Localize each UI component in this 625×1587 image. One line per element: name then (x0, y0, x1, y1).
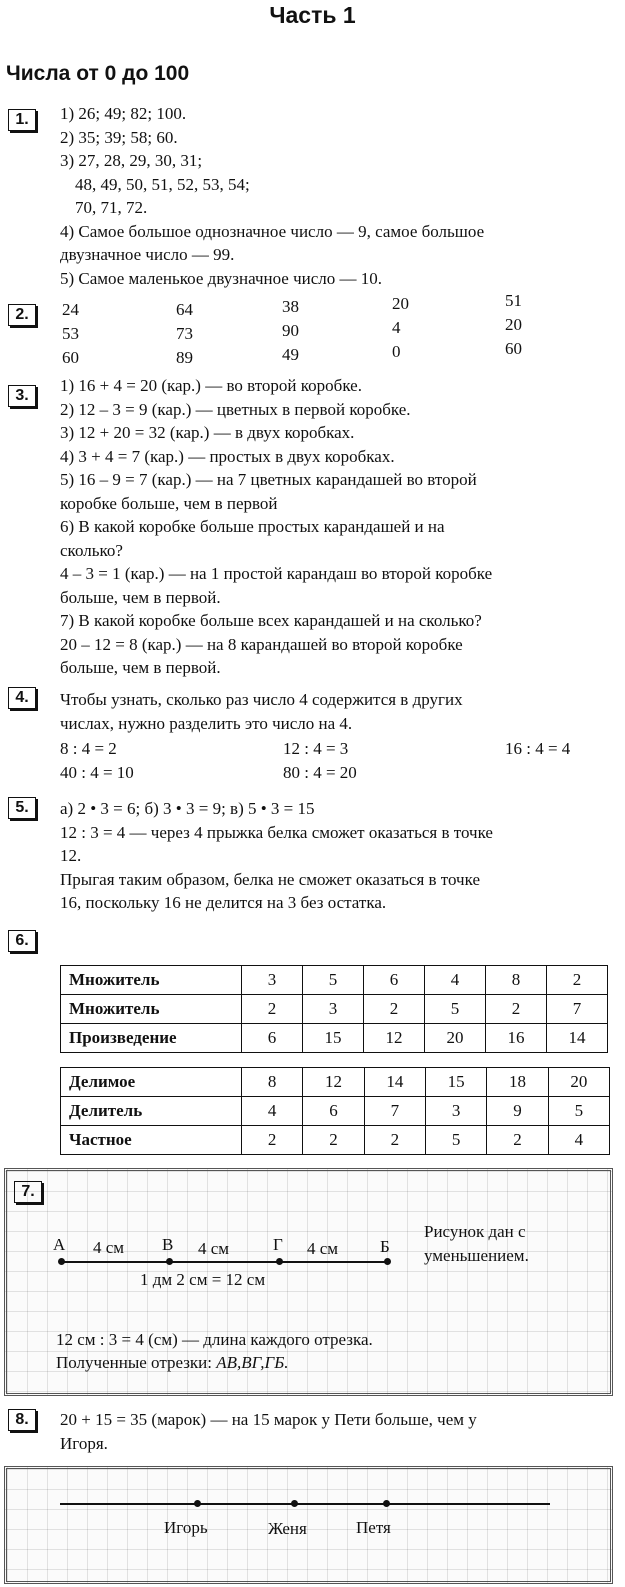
table-cell: 2 (547, 966, 608, 995)
task-1-line: 4) Самое большое однозначное число — 9, самое большое (60, 221, 485, 241)
mark-dot (291, 1500, 298, 1507)
task-3-line: больше, чем в первой. (60, 587, 221, 607)
table-cell: 6 (303, 1097, 364, 1126)
row-label: Произведение (61, 1024, 242, 1053)
task-4-equation: 8 : 4 = 2 (60, 739, 117, 758)
task-4-line: Чтобы узнать, сколько раз число 4 содержится в других (60, 690, 463, 709)
task-3-line: сколько? (60, 540, 123, 560)
task-3-line: 3) 12 + 20 = 32 (кар.) — в двух коробках. (60, 423, 355, 442)
task-7-result-prefix: Полученные отрезки: (56, 1353, 217, 1372)
row-label: Делимое (61, 1068, 242, 1097)
table-cell: 15 (425, 1068, 486, 1097)
multiplication-table (60, 965, 608, 1053)
table-cell: 2 (303, 1126, 364, 1155)
task-2-value: 64 (176, 300, 193, 319)
task-5-line: 12. (60, 846, 82, 865)
task-4-line: числах, нужно разделить это число на 4. (60, 713, 353, 733)
task-3-line: 1) 16 + 4 = 20 (кар.) — во второй коробке. (60, 376, 362, 395)
task-3-line: 2) 12 – 3 = 9 (кар.) — цветных в первой коробке. (60, 399, 411, 419)
row-label: Частное (61, 1126, 242, 1155)
table-cell: 5 (425, 995, 486, 1024)
point-label: Б (380, 1237, 390, 1256)
table-cell: 15 (303, 1024, 364, 1053)
table-cell: 3 (425, 1097, 486, 1126)
task-2-value: 51 (505, 291, 522, 310)
segment-length-label: 4 см (198, 1239, 230, 1258)
task-2-number: 2. (8, 304, 36, 326)
task-2-value: 53 (62, 324, 79, 343)
table-cell: 14 (364, 1068, 425, 1097)
table-cell: 4 (242, 1097, 303, 1126)
task-3-line: коробке больше, чем в первой (60, 493, 278, 513)
name-label: Игорь (164, 1518, 208, 1537)
task-7-number: 7. (14, 1181, 42, 1203)
task-7-result (56, 1351, 288, 1375)
figure-note-line: Рисунок дан с (424, 1222, 526, 1241)
task-2-value: 38 (282, 297, 299, 316)
point-dot (276, 1258, 283, 1265)
table-cell: 12 (364, 1024, 425, 1053)
number-line (60, 1503, 550, 1505)
table-cell: 20 (425, 1024, 486, 1053)
row-label: Делитель (61, 1097, 242, 1126)
point-label: А (53, 1235, 66, 1254)
task-7-result-segments: АВ,ВГ,ГБ. (216, 1353, 289, 1372)
mark-dot (383, 1500, 390, 1507)
row-label: Множитель (61, 995, 242, 1024)
task-3-line: 4 – 3 = 1 (кар.) — на 1 простой карандаш во второй коробке (60, 564, 493, 583)
part-title: Часть 1 (269, 2, 356, 28)
task-1-body (60, 102, 615, 290)
table-cell: 6 (242, 1024, 303, 1053)
segment-length-label: 4 см (93, 1238, 125, 1257)
table-cell: 7 (547, 995, 608, 1024)
task-2-value: 24 (62, 300, 79, 319)
task-1-line: 2) 35; 39; 58; 60. (60, 127, 178, 147)
task-2-column (392, 292, 409, 364)
table-cell: 12 (303, 1068, 364, 1097)
task-2-value: 90 (282, 321, 299, 340)
table-cell: 2 (242, 1126, 303, 1155)
task-2-value: 4 (392, 318, 401, 337)
task-5-line: Прыгая таким образом, белка не сможет оказаться в точке (60, 869, 480, 889)
task-4-number: 4. (8, 687, 36, 709)
table-cell: 4 (425, 966, 486, 995)
task-2-column (176, 298, 193, 370)
task-2-value: 49 (282, 345, 299, 364)
task-5-number: 5. (8, 797, 36, 819)
table-cell: 3 (242, 966, 303, 995)
division-table (60, 1067, 610, 1155)
table-cell: 5 (303, 966, 364, 995)
task-7-calc: 12 см : 3 = 4 (см) — длина каждого отрезка. (56, 1330, 373, 1349)
row-label: Множитель (61, 966, 242, 995)
point-label: Г (273, 1235, 283, 1254)
segment-line (62, 1261, 388, 1263)
table-cell: 6 (364, 966, 425, 995)
table-cell: 7 (364, 1097, 425, 1126)
task-2-column (62, 298, 79, 370)
table-cell: 14 (547, 1024, 608, 1053)
total-length: 1 дм 2 см = 12 см (140, 1270, 266, 1289)
task-5-line: 16, поскольку 16 не делится на 3 без остатка. (60, 893, 387, 912)
task-2-value: 20 (505, 315, 522, 334)
task-8-body (60, 1408, 615, 1455)
table-cell: 8 (486, 966, 547, 995)
table-cell: 5 (548, 1097, 609, 1126)
task-1-line: 1) 26; 49; 82; 100. (60, 104, 187, 123)
task-3-line: 20 – 12 = 8 (кар.) — на 8 карандашей во второй коробке (60, 634, 463, 654)
task-1-number: 1. (8, 109, 36, 131)
task-1-line: 3) 27, 28, 29, 30, 31; (60, 151, 203, 170)
task-8-frame (4, 1466, 613, 1584)
task-5-line: 12 : 3 = 4 — через 4 прыжка белка сможет оказаться в точке (60, 822, 493, 842)
table-cell: 2 (487, 1126, 548, 1155)
table-row (61, 1126, 610, 1155)
table-cell: 3 (303, 995, 364, 1024)
task-4-body (60, 688, 615, 735)
table-cell: 16 (486, 1024, 547, 1053)
task-3-line: 6) В какой коробке больше простых карандашей и на (60, 517, 445, 536)
table-cell: 4 (548, 1126, 609, 1155)
name-label: Женя (268, 1519, 307, 1538)
task-4-equation: 40 : 4 = 10 (60, 763, 134, 782)
point-label: В (162, 1235, 174, 1254)
table-cell: 18 (487, 1068, 548, 1097)
mark-dot (194, 1500, 201, 1507)
table-cell: 5 (425, 1126, 486, 1155)
task-3-line: 7) В какой коробке больше всех карандашей и на сколько? (60, 611, 482, 630)
section-title: Числа от 0 до 100 (6, 62, 190, 85)
task-3-line: 4) 3 + 4 = 7 (кар.) — простых в двух коробках. (60, 446, 395, 466)
task-1-line: 70, 71, 72. (75, 198, 148, 217)
task-2-column (505, 289, 522, 361)
task-3-line: 5) 16 – 9 = 7 (кар.) — на 7 цветных карандашей во второй (60, 470, 477, 489)
table-cell: 8 (242, 1068, 303, 1097)
table-row (61, 1097, 610, 1126)
table-cell: 2 (364, 995, 425, 1024)
task-3-body (60, 374, 615, 680)
task-2-value: 60 (505, 339, 522, 358)
task-3-number: 3. (8, 385, 36, 407)
task-2-value: 0 (392, 342, 401, 361)
task-2-value: 60 (62, 348, 79, 367)
task-3-line: больше, чем в первой. (60, 658, 221, 677)
table-cell: 2 (242, 995, 303, 1024)
table-row (61, 995, 608, 1024)
task-1-line: 5) Самое маленькое двузначное число — 10. (60, 268, 383, 288)
figure-note-line: уменьшением. (424, 1246, 529, 1265)
segment-length-label: 4 см (307, 1239, 339, 1258)
task-2-value: 89 (176, 348, 193, 367)
task-1-line: 48, 49, 50, 51, 52, 53, 54; (75, 174, 250, 194)
table-row (61, 966, 608, 995)
task-1-line: двузначное число — 99. (60, 245, 235, 264)
table-cell: 2 (486, 995, 547, 1024)
task-8-line: Игоря. (60, 1433, 108, 1453)
task-4-equation: 12 : 4 = 3 (283, 739, 349, 758)
figure-note (424, 1220, 529, 1268)
table-cell: 9 (487, 1097, 548, 1126)
name-label: Петя (356, 1518, 391, 1537)
task-5-line: а) 2 • 3 = 6; б) 3 • 3 = 9; в) 5 • 3 = 15 (60, 799, 315, 818)
table-row (61, 1068, 610, 1097)
task-8-number: 8. (8, 1409, 36, 1431)
task-2-value: 73 (176, 324, 193, 343)
point-dot (166, 1258, 173, 1265)
task-4-equation: 16 : 4 = 4 (505, 739, 571, 758)
task-6-number: 6. (8, 930, 36, 952)
task-5-body (60, 797, 615, 915)
task-2-value: 20 (392, 294, 409, 313)
point-dot (58, 1258, 65, 1265)
task-4-equation: 80 : 4 = 20 (283, 763, 357, 782)
table-cell: 20 (548, 1068, 609, 1097)
table-cell: 2 (364, 1126, 425, 1155)
task-8-line: 20 + 15 = 35 (марок) — на 15 марок у Пети больше, чем у (60, 1410, 477, 1429)
task-2-column (282, 295, 299, 367)
point-dot (384, 1258, 391, 1265)
table-row (61, 1024, 608, 1053)
